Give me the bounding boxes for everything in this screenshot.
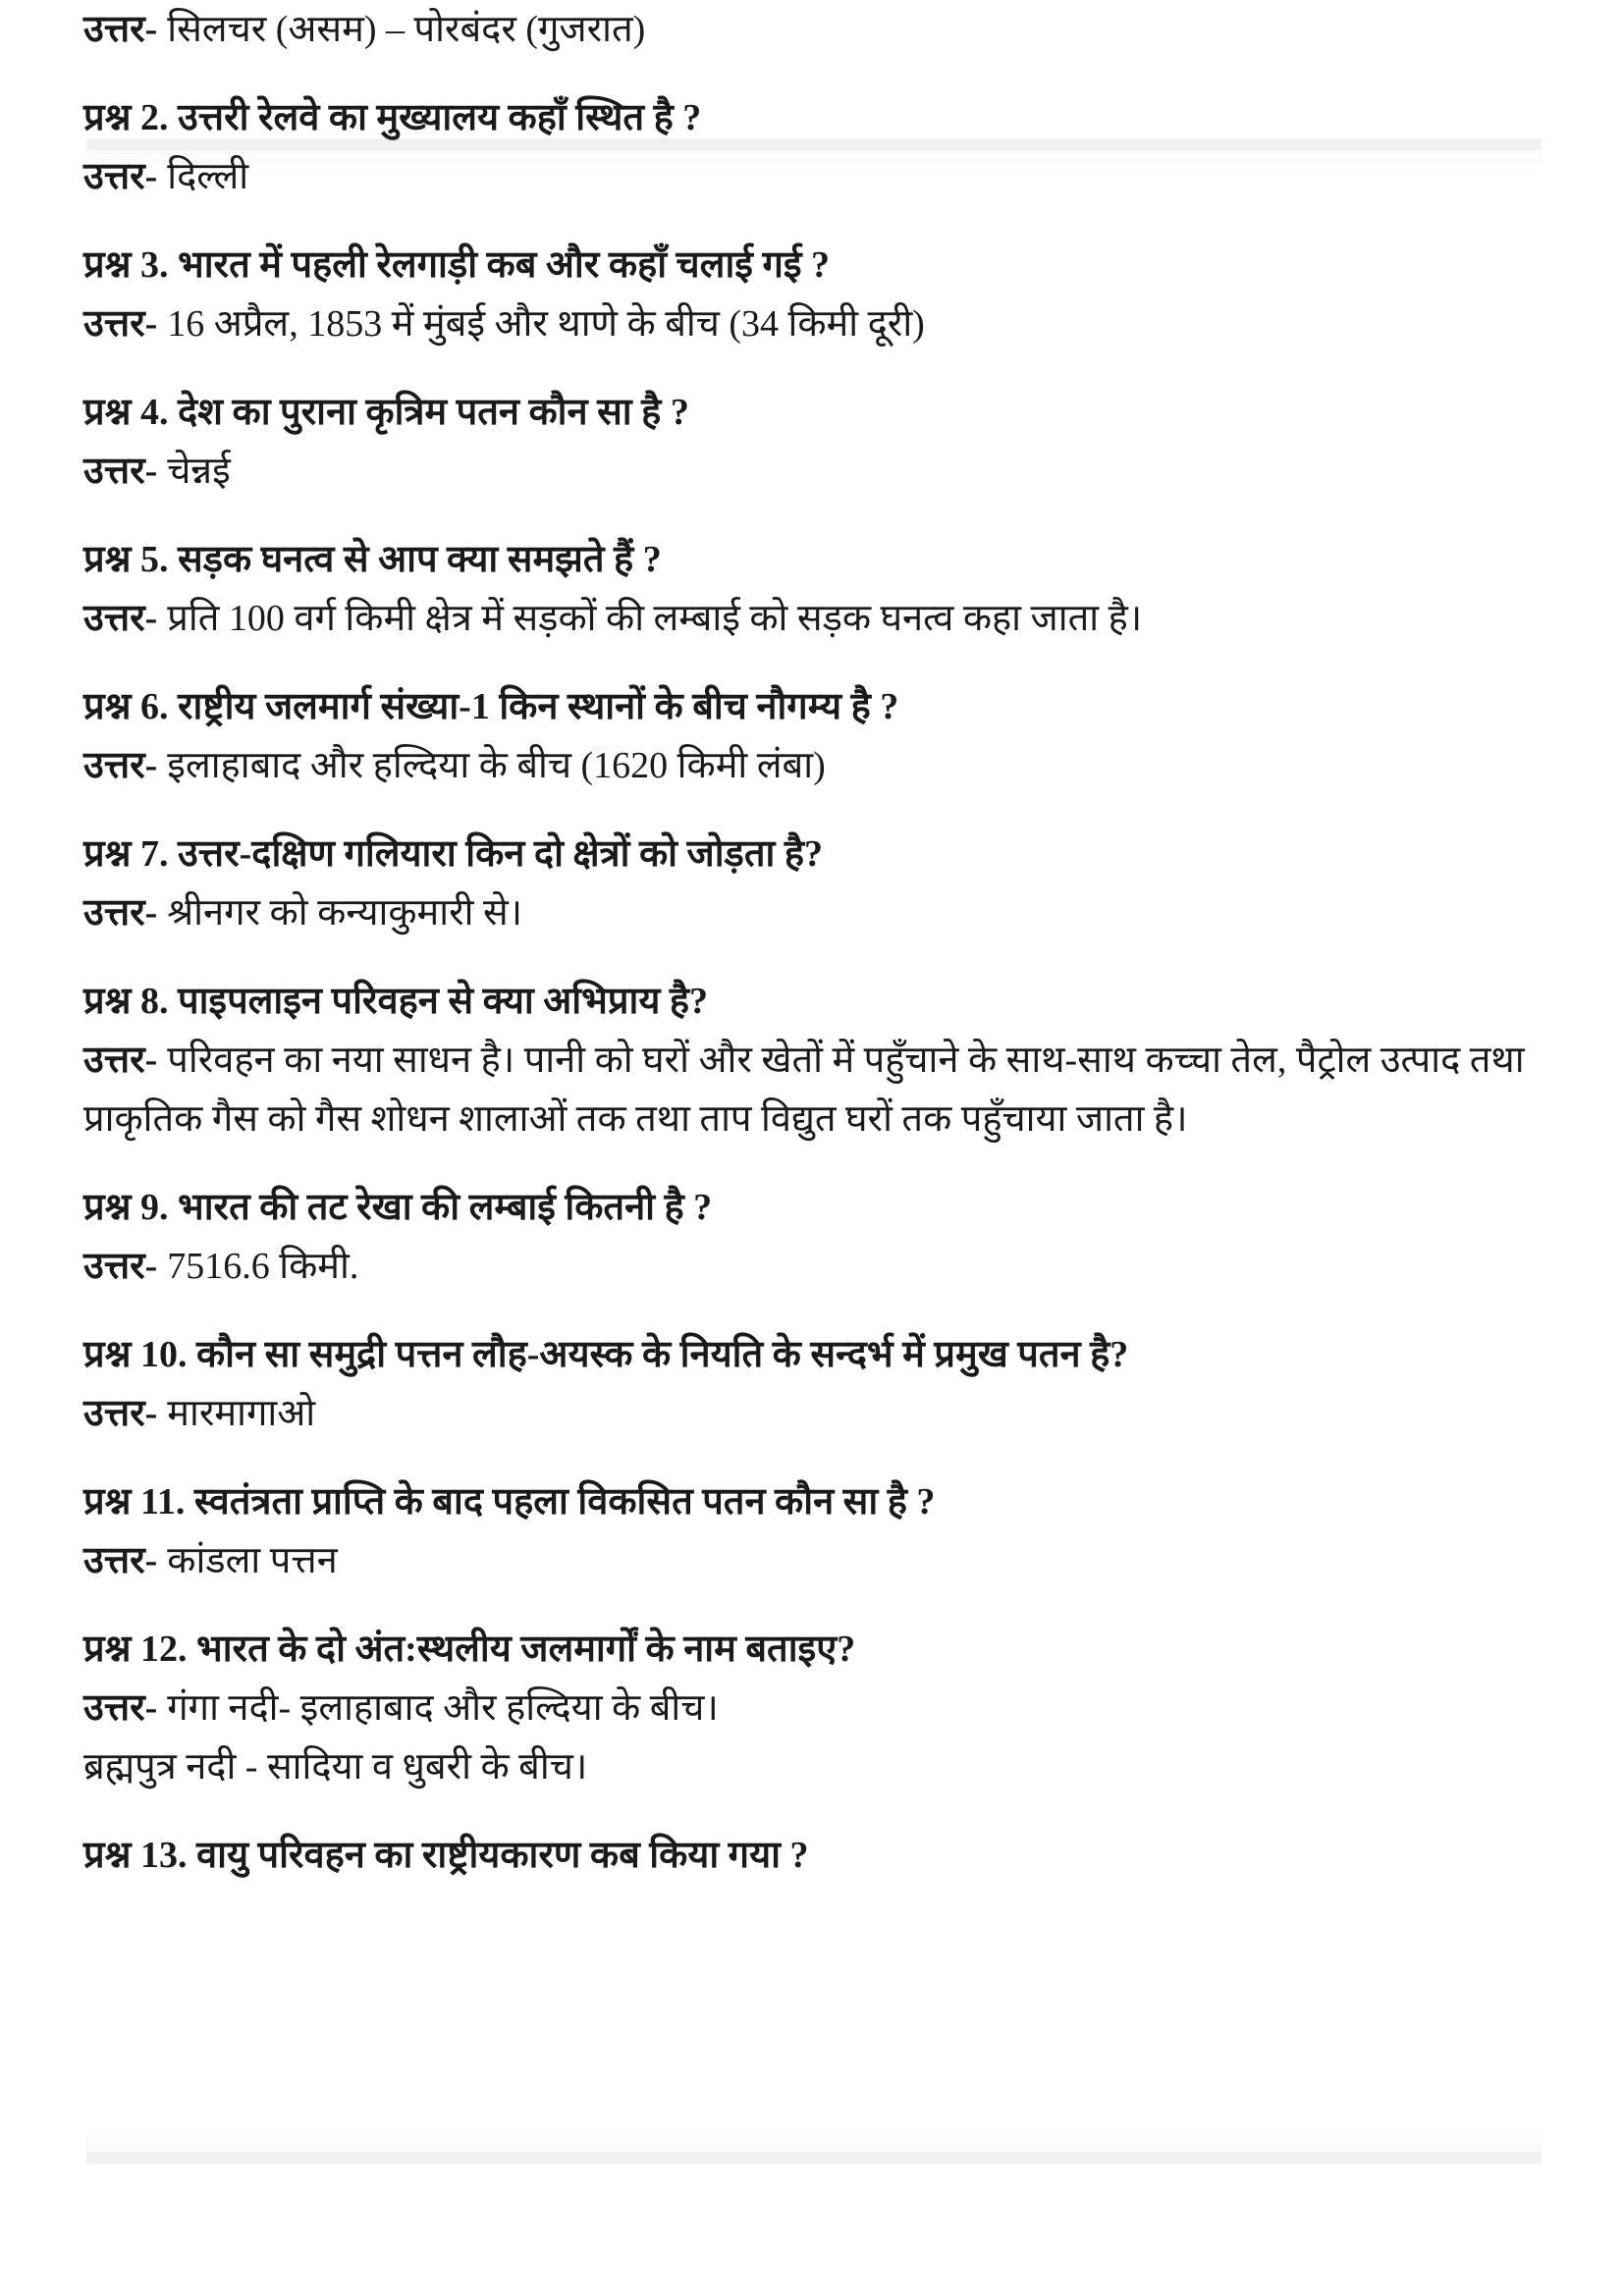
question-text: प्रश्न 10. कौन सा समुद्री पत्तन लौह-अयस्क के नियति के सन्दर्भ में प्रमुख पतन है? bbox=[83, 1334, 1129, 1375]
answer-prefix-label: उत्तर- bbox=[83, 1687, 158, 1729]
qa-document-content bbox=[83, 0, 1546, 1885]
question-text: प्रश्न 13. वायु परिवहन का राष्ट्रीयकारण कब किया गया ? bbox=[83, 1835, 809, 1876]
answer-text: सिलचर (असम) – पोरबंदर (गुजरात) bbox=[167, 9, 646, 50]
answer-prefix-label: उत्तर- bbox=[83, 1246, 158, 1287]
answer-text: परिवहन का नया साधन है। पानी को घरों और खेतों में पहुँचाने के साथ-साथ कच्चा तेल, पैट्रोल उत्पाद तथा प्राकृतिक गैस को गैस शोधन शालाओं तक तथा ताप विद्युत घरों तक पहुँचाया जाता है। bbox=[83, 1040, 1525, 1140]
qa-item bbox=[83, 972, 1546, 1148]
answer-prefix-label: उत्तर- bbox=[83, 1540, 158, 1581]
answer-text: कांडला पत्तन bbox=[167, 1540, 338, 1581]
answer-text: दिल्ली bbox=[167, 156, 249, 197]
qa-item bbox=[83, 1620, 1546, 1796]
question-text: प्रश्न 2. उत्तरी रेलवे का मुख्यालय कहाँ स्थित है ? bbox=[83, 97, 702, 138]
answer-line bbox=[83, 589, 1546, 648]
question-text: प्रश्न 5. सड़क घनत्व से आप क्या समझते हैं ? bbox=[83, 539, 662, 580]
question-text: प्रश्न 3. भारत में पहली रेलगाड़ी कब और कहाँ चलाई गई ? bbox=[83, 244, 831, 286]
answer-line bbox=[83, 1031, 1546, 1148]
question-text: प्रश्न 4. देश का पुराना कृत्रिम पतन कौन सा है ? bbox=[83, 392, 689, 433]
answer-prefix-label: उत्तर- bbox=[83, 598, 158, 639]
question-text: प्रश्न 12. भारत के दो अंत:स्थलीय जलमार्गों के नाम बताइए? bbox=[83, 1629, 856, 1670]
answer-line bbox=[83, 147, 1546, 206]
answer-line bbox=[83, 1237, 1546, 1296]
qa-item bbox=[83, 1472, 1546, 1590]
answer-line bbox=[83, 883, 1546, 942]
qa-item bbox=[83, 1826, 1546, 1885]
answer-prefix-label: उत्तर- bbox=[83, 1040, 158, 1081]
qa-item bbox=[83, 677, 1546, 795]
answer-line bbox=[83, 442, 1546, 501]
page-separator-bottom-fade bbox=[86, 2128, 1542, 2152]
answer-text: चेन्नई bbox=[167, 451, 231, 492]
question-text: प्रश्न 8. पाइपलाइन परिवहन से क्या अभिप्राय है? bbox=[83, 981, 709, 1022]
answer-text: 16 अप्रैल, 1853 में मुंबई और थाणे के बीच (34 किमी दूरी) bbox=[167, 303, 925, 345]
qa-item bbox=[83, 530, 1546, 648]
answer-line bbox=[83, 294, 1546, 353]
question-text: प्रश्न 9. भारत की तट रेखा की लम्बाई कितनी है ? bbox=[83, 1187, 713, 1228]
answer-text: श्रीनगर को कन्याकुमारी से। bbox=[167, 892, 523, 934]
answer-line bbox=[83, 1679, 1546, 1737]
leading-answer-line bbox=[83, 0, 1546, 59]
question-text: प्रश्न 6. राष्ट्रीय जलमार्ग संख्या-1 किन स्थानों के बीच नौगम्य है ? bbox=[83, 686, 899, 727]
answer-line bbox=[83, 1384, 1546, 1443]
qa-item bbox=[83, 236, 1546, 353]
answer-prefix-label: उत्तर- bbox=[83, 303, 158, 345]
answer-prefix-label: उत्तर- bbox=[83, 451, 158, 492]
qa-item bbox=[83, 825, 1546, 942]
answer-text: मारमागाओ bbox=[167, 1393, 316, 1434]
answer-extra-line: ब्रह्मपुत्र नदी - सादिया व धुबरी के बीच। bbox=[83, 1746, 588, 1788]
qa-item bbox=[83, 1325, 1546, 1443]
answer-prefix-label: उत्तर- bbox=[83, 892, 158, 934]
answer-text: प्रति 100 वर्ग किमी क्षेत्र में सड़कों की लम्बाई को सड़क घनत्व कहा जाता है। bbox=[167, 598, 1143, 639]
question-text: प्रश्न 7. उत्तर-दक्षिण गलियारा किन दो क्षेत्रों को जोड़ता है? bbox=[83, 833, 824, 875]
qa-item bbox=[83, 88, 1546, 206]
answer-prefix-label: उत्तर- bbox=[83, 156, 158, 197]
answer-prefix-label: उत्तर- bbox=[83, 745, 158, 786]
qa-item bbox=[83, 383, 1546, 501]
answer-text: 7516.6 किमी. bbox=[167, 1246, 359, 1287]
answer-prefix-label: उत्तर- bbox=[83, 1393, 158, 1434]
page-separator-bottom bbox=[86, 2152, 1542, 2163]
question-text: प्रश्न 11. स्वतंत्रता प्राप्ति के बाद पहला विकसित पतन कौन सा है ? bbox=[83, 1481, 936, 1522]
answer-text: इलाहाबाद और हल्दिया के बीच (1620 किमी लंबा) bbox=[167, 745, 826, 786]
answer-text: गंगा नदी- इलाहाबाद और हल्दिया के बीच। bbox=[167, 1687, 719, 1729]
answer-line bbox=[83, 736, 1546, 795]
answer-prefix-label: उत्तर- bbox=[83, 9, 158, 50]
answer-line bbox=[83, 1531, 1546, 1590]
qa-item bbox=[83, 1178, 1546, 1296]
